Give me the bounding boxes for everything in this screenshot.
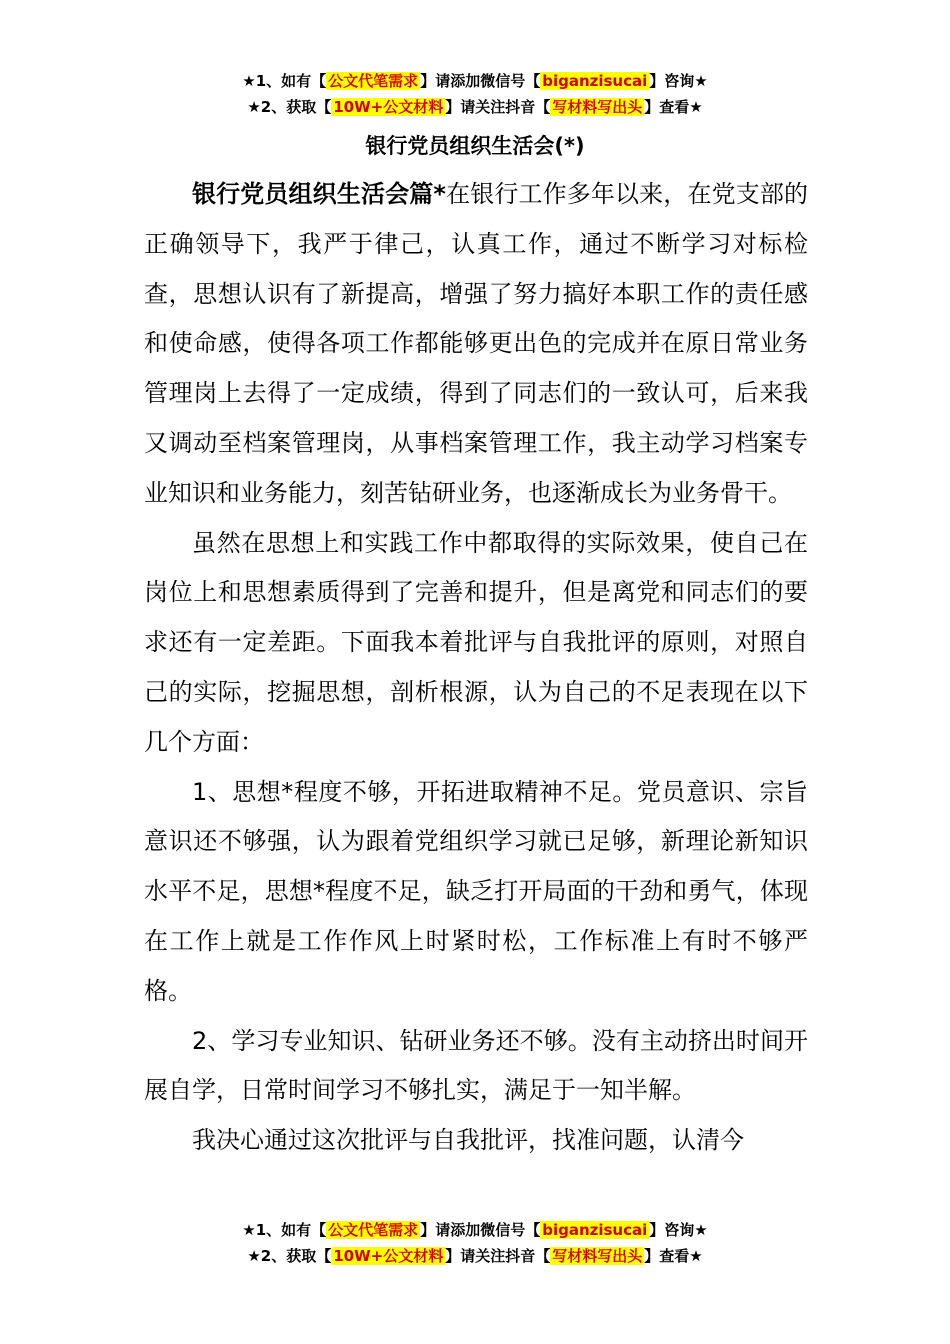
header-line-2-suffix: 】查看★ — [644, 98, 703, 116]
footer-highlight-douyin: 写材料写出头 — [552, 1247, 643, 1265]
document-title: 银行党员组织生活会(*) — [365, 134, 585, 158]
footer-highlight-wechat-id: biganzisucai — [542, 1221, 648, 1239]
footer-line-1-suffix: 】咨询★ — [649, 1221, 708, 1239]
footer-banner — [0, 1217, 950, 1269]
footer-line-1-middle: 】请添加微信号【 — [420, 1221, 541, 1239]
header-highlight-wechat-id: biganzisucai — [542, 72, 648, 90]
footer-line-2-suffix: 】查看★ — [644, 1247, 703, 1265]
paragraph-3: 1、思想*程度不够，开拓进取精神不足。党员意识、宗旨意识还不够强，认为跟着党组织学习就已足够，新理论新知识水平不足，思想*程度不足，缺乏打开局面的干劲和勇气，体现在工作上就是工作作风上时紧时松，工作标准上有时不够严格。 — [144, 777, 808, 1005]
footer-line-2-prefix: ★2、获取【 — [247, 1247, 332, 1265]
paragraph-2: 虽然在思想上和实践工作中都取得的实际效果，使自己在岗位上和思想素质得到了完善和提升，但是离党和同志们的要求还有一定差距。下面我本着批评与自我批评的原则，对照自己的实际，挖掘思想，剖析根源，认为自己的不足表现在以下几个方面： — [144, 528, 808, 756]
paragraph-1-lead: 银行党员组织生活会篇* — [192, 180, 446, 208]
footer-highlight-service: 公文代笔需求 — [328, 1221, 419, 1239]
footer-line-1 — [0, 1217, 950, 1243]
paragraph-4: 2、学习专业知识、钻研业务还不够。没有主动挤出时间开展自学，日常时间学习不够扎实，满足于一知半解。 — [144, 1026, 808, 1105]
paragraph-1-text: 在银行工作多年以来，在党支部的正确领导下，我严于律己，认真工作，通过不断学习对标检查，思想认识有了新提高，增强了努力搞好本职工作的责任感和使命感，使得各项工作都能够更出色的完成并在原日常业务管理岗上去得了一定成绩，得到了同志们的一致认可，后来我又调动至档案管理岗，从事档案管理工作，我主动学习档案专业知识和业务能力，刻苦钻研业务，也逐渐成长为业务骨干。 — [144, 180, 808, 507]
header-banner — [0, 68, 950, 120]
paragraph-1 — [144, 170, 808, 519]
header-line-1-middle: 】请添加微信号【 — [420, 72, 541, 90]
document-body — [144, 170, 808, 1166]
header-line-2-prefix: ★2、获取【 — [247, 98, 332, 116]
footer-line-1-prefix: ★1、如有【 — [242, 1221, 327, 1239]
footer-highlight-materials: 10W+公文材料 — [333, 1247, 444, 1265]
header-highlight-service: 公文代笔需求 — [328, 72, 419, 90]
header-line-2 — [0, 94, 950, 120]
header-line-1 — [0, 68, 950, 94]
paragraph-5: 我决心通过这次批评与自我批评，找准问题，认清今 — [192, 1126, 744, 1155]
header-line-2-middle: 】请关注抖音【 — [445, 98, 551, 116]
header-highlight-materials: 10W+公文材料 — [333, 98, 444, 116]
header-line-1-suffix: 】咨询★ — [649, 72, 708, 90]
header-highlight-douyin: 写材料写出头 — [552, 98, 643, 116]
header-line-1-prefix: ★1、如有【 — [242, 72, 327, 90]
footer-line-2-middle: 】请关注抖音【 — [445, 1247, 551, 1265]
footer-line-2 — [0, 1243, 950, 1269]
